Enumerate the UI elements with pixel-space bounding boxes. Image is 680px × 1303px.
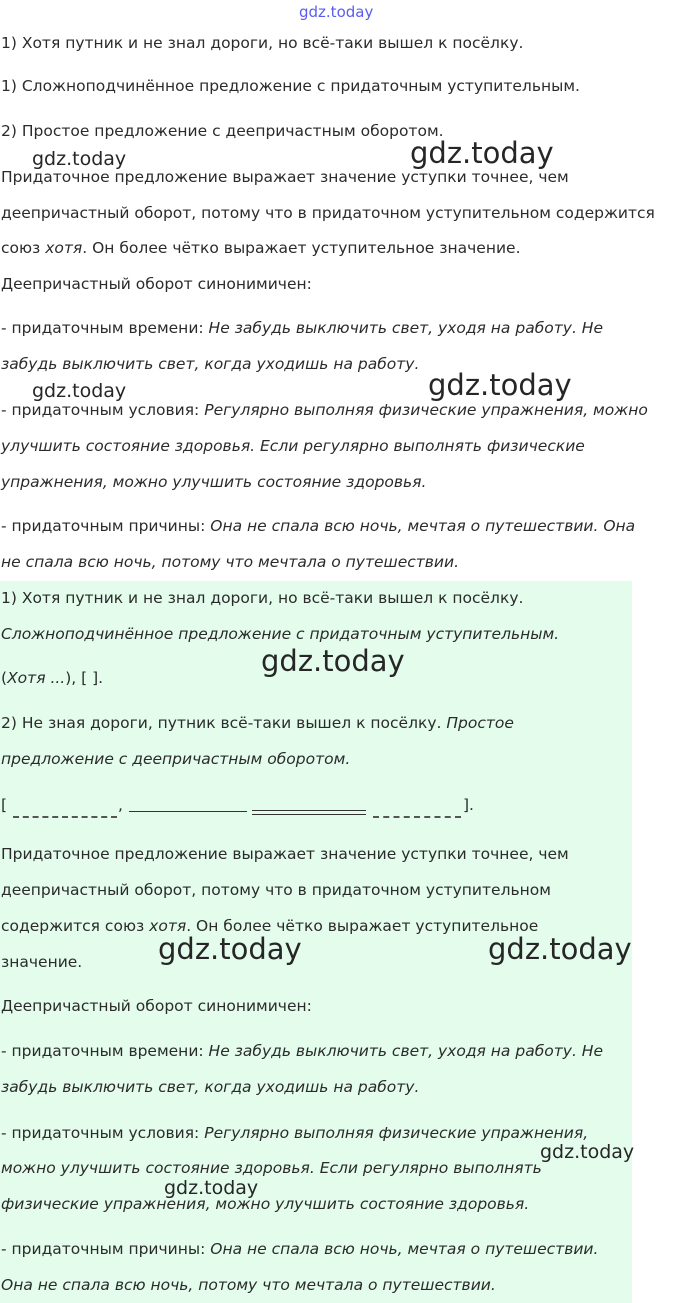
answer-line: деепричастный оборот, потому что в придаточном уступительном — [1, 881, 551, 899]
text-line: забудь выключить свет, когда уходишь на работу. — [1, 355, 420, 373]
text-line: деепричастный оборот, потому что в придаточном уступительном содержится — [1, 204, 655, 222]
watermark: gdz.today — [164, 1177, 259, 1199]
scheme-circumstance-underline — [373, 816, 461, 818]
text-line: - придаточным причины: Она не спала всю ночь, мечтая о путешествии. Она — [1, 517, 636, 535]
answer-line: 2) Не зная дороги, путник всё-таки вышел к посёлку. Простое — [1, 714, 514, 732]
site-link[interactable]: gdz.today — [299, 3, 374, 21]
task-line: 2) Простое предложение с деепричастным оборотом. — [1, 122, 444, 140]
watermark: gdz.today — [488, 932, 632, 966]
text-line: Деепричастный оборот синонимичен: — [1, 275, 312, 293]
watermark: gdz.today — [261, 644, 405, 678]
watermark: gdz.today — [410, 136, 554, 170]
watermark: gdz.today — [32, 380, 127, 402]
answer-line: значение. — [1, 953, 83, 971]
text-line: упражнения, можно улучшить состояние здоровья. — [1, 473, 427, 491]
text-line: Придаточное предложение выражает значение уступки точнее, чем — [1, 168, 569, 186]
answer-line: забудь выключить свет, когда уходишь на работу. — [1, 1078, 420, 1096]
scheme-subject-underline — [129, 811, 247, 812]
watermark: gdz.today — [32, 148, 127, 170]
answer-line: предложение с деепричастным оборотом. — [1, 750, 351, 768]
answer-line: Сложноподчинённое предложение с придаточным уступительным. — [1, 625, 560, 643]
answer-line: Придаточное предложение выражает значение уступки точнее, чем — [1, 845, 569, 863]
sentence-scheme — [1, 796, 481, 824]
text-line: союз хотя. Он более чётко выражает уступительное значение. — [1, 239, 521, 257]
text-line: - придаточным условия: Регулярно выполняя физические упражнения, можно — [1, 401, 648, 419]
watermark: gdz.today — [158, 932, 302, 966]
answer-line: 1) Хотя путник и не знал дороги, но всё-таки вышел к посёлку. — [1, 589, 524, 607]
text-line: не спала всю ночь, потому что мечтала о путешествии. — [1, 553, 460, 571]
answer-line: Она не спала всю ночь, потому что мечтала о путешествии. — [1, 1276, 496, 1294]
scheme-comma: , — [118, 796, 123, 814]
answer-line: Деепричастный оборот синонимичен: — [1, 997, 312, 1015]
scheme-circumstance-underline — [13, 816, 117, 818]
answer-line: физические упражнения, можно улучшить состояние здоровья. — [1, 1195, 530, 1213]
answer-line: - придаточным причины: Она не спала всю ночь, мечтая о путешествии. — [1, 1240, 599, 1258]
task-line: 1) Сложноподчинённое предложение с придаточным уступительным. — [1, 77, 580, 95]
task-sentence: 1) Хотя путник и не знал дороги, но всё-таки вышел к посёлку. — [1, 34, 524, 52]
scheme-bracket-close: ]. — [463, 796, 474, 814]
answer-line: - придаточным условия: Регулярно выполняя физические упражнения, — [1, 1124, 589, 1142]
answer-line: можно улучшить состояние здоровья. Если регулярно выполнять — [1, 1159, 542, 1177]
scheme-predicate-underline — [252, 810, 366, 815]
scheme-bracket-open: [ — [1, 796, 8, 814]
watermark: gdz.today — [428, 368, 572, 402]
text-line: - придаточным времени: Не забудь выключить свет, уходя на работу. Не — [1, 319, 603, 337]
answer-line: - придаточным времени: Не забудь выключить свет, уходя на работу. Не — [1, 1042, 603, 1060]
watermark: gdz.today — [540, 1141, 635, 1163]
text-line: улучшить состояние здоровья. Если регулярно выполнять физические — [1, 437, 585, 455]
scheme-line: (Хотя ...), [ ]. — [1, 669, 104, 687]
answer-line: содержится союз хотя. Он более чётко выражает уступительное — [1, 917, 539, 935]
